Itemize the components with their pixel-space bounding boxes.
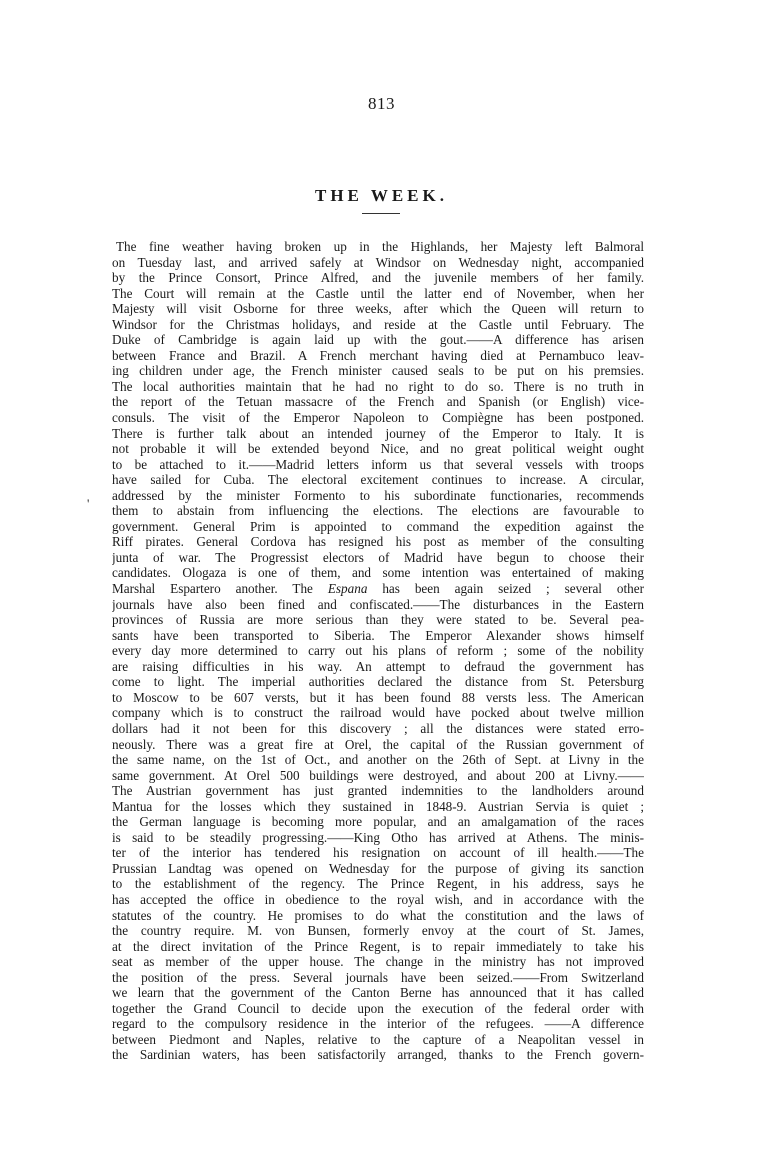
article-line: dollars had it not been for this discovery ; all the distances were stated erro-: [112, 720, 644, 736]
article-line: together the Grand Council to decide upon the execution of the federal order with: [112, 1000, 644, 1016]
article-line: has accepted the office in obedience to the royal wish, and in accordance with the: [112, 891, 644, 907]
page-title: THE WEEK.: [315, 186, 448, 205]
article-line: to be attached to it.——Madrid letters inform us that several vessels with troops: [112, 456, 644, 472]
article-line: come to light. The imperial authorities declared the distance from St. Petersburg: [112, 674, 644, 690]
article-line: The local authorities maintain that he had no right to do so. There is no truth in: [112, 378, 644, 394]
article-line: ing children under age, the French minister caused seals to be put on his premsies.: [112, 363, 644, 379]
article-line: sants have been transported to Siberia. The Emperor Alexander shows himself: [112, 627, 644, 643]
article-line: the same name, on the 1st of Oct., and another on the 26th of Sept. at Livny in the: [112, 752, 644, 768]
article-line: them to abstain from influencing the elections. The elections are favourable to: [112, 503, 644, 519]
article-line: addressed by the minister Formento to his subordinate functionaries, recommends: [112, 487, 644, 503]
article-line: government. General Prim is appointed to command the expedition against the: [112, 518, 644, 534]
article-line: not probable it will be extended beyond Nice, and no great political weight ought: [112, 441, 644, 457]
article-line: is said to be steadily progressing.——King Otho has arrived at Athens. The minis-: [112, 829, 644, 845]
article-line: to the establishment of the regency. The Prince Regent, in his address, says he: [112, 876, 644, 892]
article-line: between France and Brazil. A French merchant having died at Pernambuco leav-: [112, 347, 644, 363]
margin-mark: ': [87, 496, 90, 511]
article-line: the Sardinian waters, has been satisfactorily arranged, thanks to the French govern-: [112, 1047, 644, 1063]
article-line: the German language is becoming more popular, and an amalgamation of the races: [112, 814, 644, 830]
article-line: provinces of Russia are more serious than they were stated to be. Several pea-: [112, 612, 644, 628]
article-line: ter of the interior has tendered his resignation on account of ill health.——The: [112, 845, 644, 861]
article-line: There is further talk about an intended journey of the Emperor to Italy. It is: [112, 425, 644, 441]
article-line: Windsor for the Christmas holidays, and reside at the Castle until February. The: [112, 316, 644, 332]
article-line: statutes of the country. He promises to do what the constitution and the laws of: [112, 907, 644, 923]
article-line: The fine weather having broken up in the Highlands, her Majesty left Balmoral: [116, 239, 644, 254]
article-line: at the direct invitation of the Prince Regent, is to repair immediately to take his: [112, 938, 644, 954]
article-line: Duke of Cambridge is again laid up with the gout.——A difference has arisen: [112, 332, 644, 348]
article-line: regard to the compulsory residence in the interior of the refugees. ——A difference: [112, 1016, 644, 1032]
article-line: Prussian Landtag was opened on Wednesday for the purpose of giving its sanction: [112, 860, 644, 876]
article-line: to Moscow to be 607 versts, but it has been found 88 versts less. The American: [112, 689, 644, 705]
article-body: [112, 239, 644, 1063]
article-line: same government. At Orel 500 buildings were destroyed, and about 200 at Livny.——: [112, 767, 644, 783]
article-line: junta of war. The Progressist electors of Madrid have begun to choose their: [112, 549, 644, 565]
article-line: Mantua for the losses which they sustained in 1848-9. Austrian Servia is quiet ;: [112, 798, 644, 814]
article-line: Riff pirates. General Cordova has resigned his post as member of the consulting: [112, 534, 644, 550]
article-line: the position of the press. Several journals have been seized.——From Switzerland: [112, 969, 644, 985]
article-line: have sailed for Cuba. The electoral excitement continues to increase. A circular,: [112, 472, 644, 488]
article-line: seat as member of the upper house. The change in the ministry has not improved: [112, 954, 644, 970]
article-line: The Austrian government has just granted indemnities to the landholders around: [112, 783, 644, 799]
article-line: the country require. M. von Bunsen, formerly envoy at the court of St. James,: [112, 923, 644, 939]
newspaper-name: Espana: [327, 581, 368, 597]
article-line: we learn that the government of the Canton Berne has announced that it has called: [112, 985, 644, 1001]
article-line: company which is to construct the railroad would have pocked about twelve million: [112, 705, 644, 721]
article-line: The Court will remain at the Castle until the latter end of November, when her: [112, 285, 644, 301]
article-line: every day more determined to carry out his plans of reform ; some of the nobility: [112, 643, 644, 659]
article-line: Majesty will visit Osborne for three weeks, after which the Queen will return to: [112, 301, 644, 317]
article-line: Marshal Espartero another. The Espana has been again seized ; several other: [112, 581, 644, 597]
article-line: are raising difficulties in his way. An attempt to defraud the government has: [112, 658, 644, 674]
article-line: the report of the Tetuan massacre of the French and Spanish (or English) vice-: [112, 394, 644, 410]
article-line: on Tuesday last, and arrived safely at Windsor on Wednesday night, accompanied: [112, 254, 644, 270]
article-line: by the Prince Consort, Prince Alfred, and the juvenile members of her family.: [112, 270, 644, 286]
article-line: consuls. The visit of the Emperor Napoleon to Compiègne has been postponed.: [112, 410, 644, 426]
page-number: 813: [368, 94, 395, 113]
article-line: between Piedmont and Naples, relative to the capture of a Neapolitan vessel in: [112, 1031, 644, 1047]
article-line: journals have also been fined and confiscated.——The disturbances in the Eastern: [112, 596, 644, 612]
article-line: candidates. Ologaza is one of them, and some intention was entertained of making: [112, 565, 644, 581]
title-underline: [362, 213, 400, 214]
article-line: neously. There was a great fire at Orel, the capital of the Russian government of: [112, 736, 644, 752]
